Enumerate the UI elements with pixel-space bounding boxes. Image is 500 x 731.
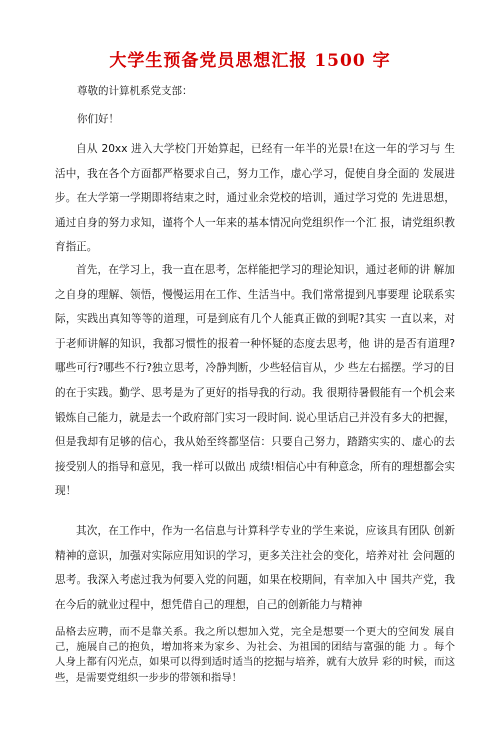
paragraph-study: 首先，在学习上，我一直在思考，怎样能把学习的理论知识，通过老师的讲 解加之自身的理解、领悟，慢慢运用在工作、生活当中。我们常常提到凡事要理 论联系实际，实践出真知等等的道理，可是到底有几个人能真正做的到呢?其实 一直以来，对于老师讲解的知识，我都习惯性的报着一种怀疑的态度去思考，他 讲的是否有道理?哪些可行?哪些不行?独立思考，冷静判断，少些轻信盲从，少 些左右摇摆。学习的目的在于实践。勤学、思考是为了更好的指导我的行动。我 很期待暑假能有一个机会来锻炼自己能力，就是去一个政府部门实习一段时间. 说心里话启己并没有多大的把握，但是我却有足够的信心，我从始至终都坚信：只要自己努力，踏踏实实的、虚心的去接受别人的指导和意见，我一样可以做出 成绩!相信心中有种意念，所有的理想都会实现！ (55, 264, 455, 498)
document-title: 大学生预备党员思想汇报 1500 字 (109, 51, 391, 71)
greeting: 你们好！ (77, 113, 119, 125)
paragraph-continuation: 品格去应聘，而不是靠关系。我之所以想加入党，完全是想要一个更大的空间发 展自己，施展自己的抱负，增加将来为家乡、为社会、为祖国的团结与富强的能 力 。每个人身上都有闪光点，如果可以得到适时适当的挖掘与培养，就有大放异 彩的时候，而这些，是需要党组织一步步的带领和指导！ (55, 626, 455, 684)
paragraph-work: 其次，在工作中，作为一名信息与计算科学专业的学生来说，应该具有团队 创新精神的意识，加强对实际应用知识的学习，更多关注社会的变化，培养对社 会问题的思考。我深入考虑过我为何要入党的问题，如果在校期间，有幸加入中 国共产党，我在今后的就业过程中，想凭借自己的理想，自己的创新能力与精神 (55, 525, 455, 611)
paragraph-intro: 自从 20xx 进入大学校门开始算起，已经有一年半的光景!在这一年的学习与 生活中，我在各个方面都严格要求自己，努力工作，虚心学习，促使自身全面的 发展进步。在大学第一学期即将结束之时，通过业余党校的培训，通过学习党的 先进思想，通过自身的努力求知，谨将个人一年来的基本情况向党组织作一个汇 报，请党组织教育指正。 (55, 143, 455, 254)
salutation: 尊敬的计算机系党支部： (77, 85, 193, 97)
